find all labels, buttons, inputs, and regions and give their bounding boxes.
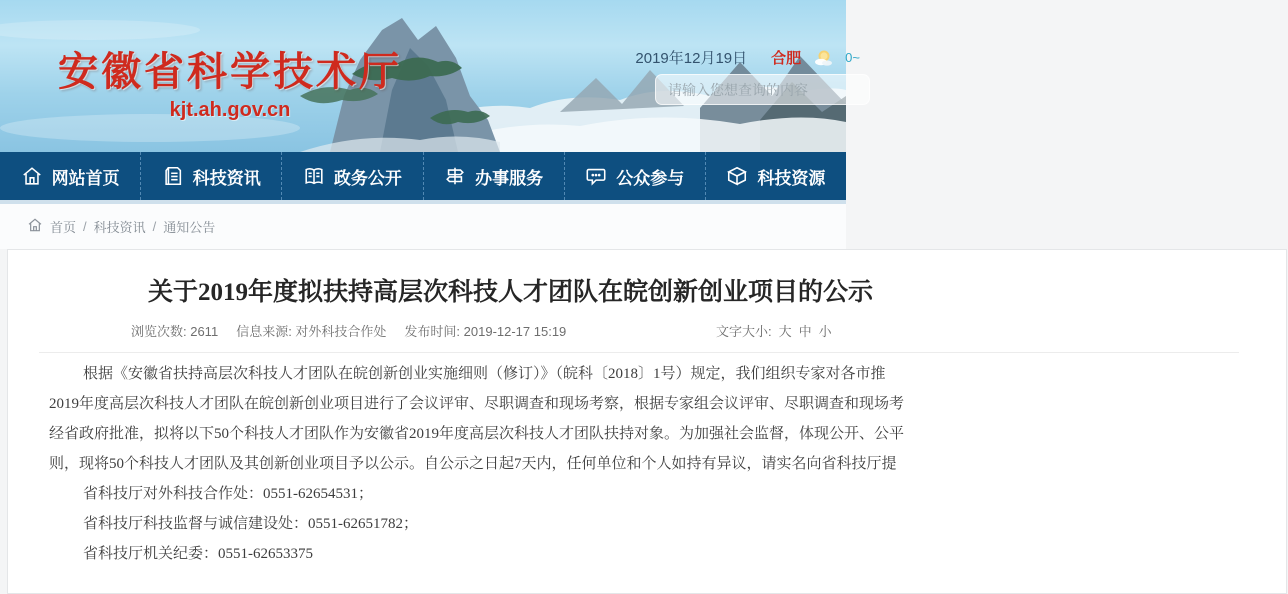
font-size-label: 文字大小:	[716, 324, 772, 339]
article-meta-left	[131, 321, 566, 340]
publish-time: 发布时间: 2019-12-17 15:19	[404, 324, 567, 339]
contact-line: 省科技厅对外科技合作处：0551-62654531；	[83, 486, 373, 502]
site-url: kjt.ah.gov.cn	[169, 99, 291, 121]
font-size-control	[716, 321, 832, 340]
home-icon	[21, 165, 43, 187]
info-source: 信息来源: 对外科技合作处	[236, 324, 387, 339]
site-search	[655, 74, 870, 105]
breadcrumb-news[interactable]: 科技资讯	[93, 220, 146, 235]
article-title: 关于2019年度拟扶持高层次科技人才团队在皖创新创业项目的公示	[148, 279, 874, 306]
main-nav	[0, 152, 846, 200]
nav-label: 科技资讯	[192, 168, 261, 188]
article-panel	[7, 249, 1287, 594]
weather-temperature: 0~	[845, 50, 860, 65]
search-input[interactable]	[668, 82, 857, 98]
font-size-large[interactable]: 大	[778, 324, 792, 339]
meta-divider	[39, 352, 1239, 353]
body-line: 根据《安徽省扶持高层次科技人才团队在皖创新创业实施细则（修订）》（皖科〔2018〕1号）规定，我们组织专家对各市推	[83, 366, 886, 382]
breadcrumb	[0, 204, 846, 249]
site-logo[interactable]	[58, 40, 402, 122]
body-line: 2019年度高层次科技人才团队在皖创新创业项目进行了会议评审、尽职调查和现场考察，根据专家组会议评审、尽职调查和现场考	[49, 396, 905, 412]
nav-item-home[interactable]	[0, 152, 141, 200]
home-icon	[27, 217, 43, 236]
font-size-small[interactable]: 小	[818, 324, 832, 339]
current-date: 2019年12月19日	[635, 50, 748, 67]
breadcrumb-separator: /	[83, 219, 87, 234]
sun-cloud-icon	[811, 49, 835, 67]
contact-line: 省科技厅科技监督与诚信建设处：0551-62651782；	[83, 516, 418, 532]
nav-label: 公众参与	[616, 168, 685, 188]
box-icon	[726, 165, 748, 187]
article-body	[8, 359, 1288, 569]
body-line: 经省政府批准，拟将以下50个科技人才团队作为安徽省2019年度高层次科技人才团队扶持对象。为加强社会监督，体现公开、公平	[49, 426, 905, 442]
signpost-icon	[444, 165, 466, 187]
nav-item-gov-info[interactable]	[282, 152, 423, 200]
weather-city: 合肥	[771, 50, 802, 67]
nav-item-services[interactable]	[424, 152, 565, 200]
view-count: 浏览次数: 2611	[131, 324, 219, 339]
breadcrumb-notices[interactable]: 通知公告	[163, 220, 216, 235]
nav-item-news[interactable]	[141, 152, 282, 200]
nav-label: 政务公开	[333, 168, 402, 188]
article-meta	[8, 321, 854, 341]
body-line: 则，现将50个科技人才团队及其创新创业项目予以公示。自公示之日起7天内，任何单位和个人如持有异议，请实名向省科技厅提	[49, 456, 897, 472]
open-book-icon	[303, 165, 325, 187]
chat-bubble-icon	[585, 165, 607, 187]
font-size-medium[interactable]: 中	[798, 324, 812, 339]
breadcrumb-separator: /	[152, 219, 157, 234]
date-weather-bar	[635, 47, 860, 68]
nav-item-participation[interactable]	[565, 152, 706, 200]
site-name: 安徽省科学技术厅	[58, 49, 402, 94]
news-icon	[162, 165, 184, 187]
nav-item-resources[interactable]	[706, 152, 846, 200]
nav-label: 办事服务	[475, 168, 544, 188]
nav-label: 网站首页	[51, 168, 120, 188]
contact-line: 省科技厅机关纪委：0551-62653375	[83, 546, 313, 562]
site-header	[0, 0, 860, 152]
breadcrumb-home[interactable]: 首页	[50, 220, 77, 235]
nav-label: 科技资源	[757, 168, 826, 188]
